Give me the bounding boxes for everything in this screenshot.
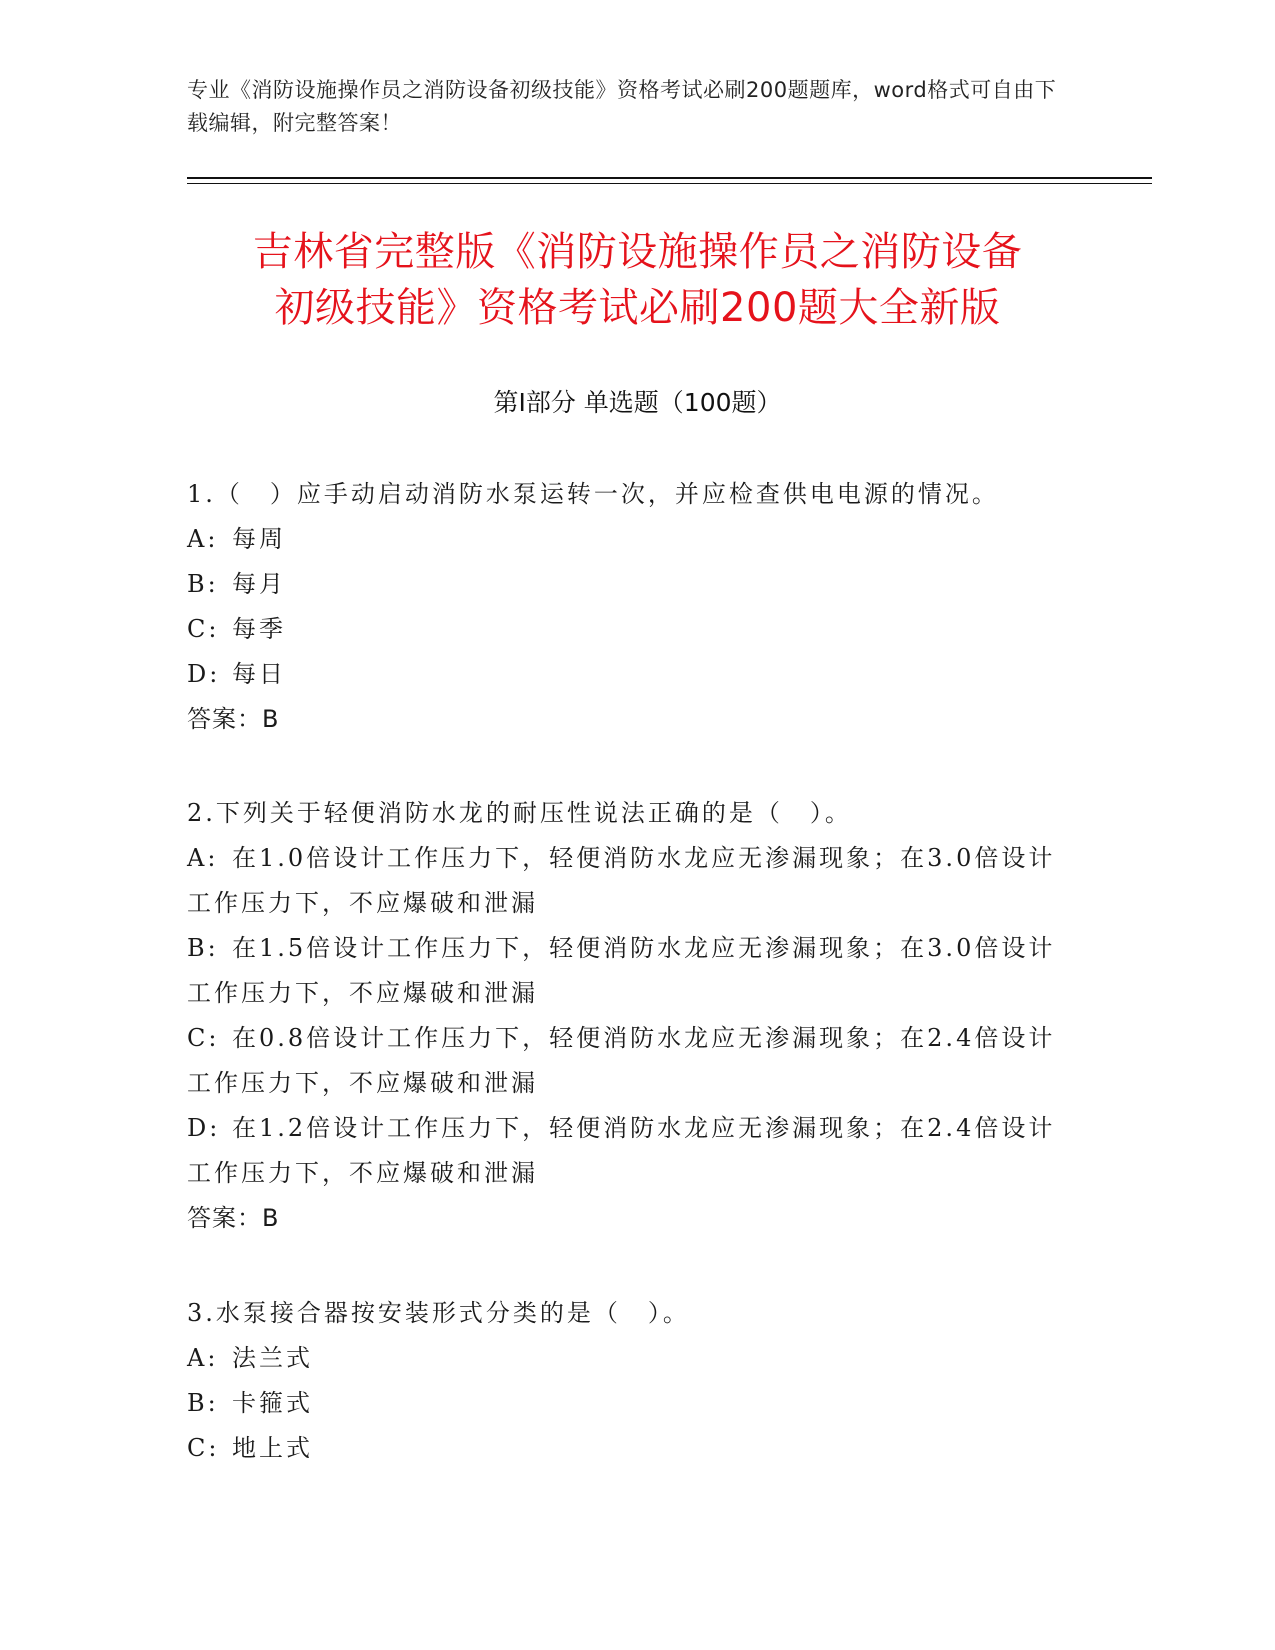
option-a [187, 836, 1067, 926]
option-d [187, 652, 1067, 697]
question-stem: 1.（ ）应手动启动消防水泵运转一次，并应检查供电电源的情况。 [187, 480, 999, 508]
option-c [187, 1426, 1067, 1471]
document-title-line-2: 初级技能》资格考试必刷200题大全新版 [274, 285, 1001, 331]
option-text: 在0.8倍设计工作压力下，轻便消防水龙应无渗漏现象；在2.4倍设计工作压力下，不应爆破和泄漏 [187, 1024, 1056, 1097]
option-d [187, 1106, 1067, 1196]
option-key: D: [187, 660, 221, 688]
option-key: B: [187, 570, 219, 598]
question-stem: 3.水泵接合器按安装形式分类的是（ ）。 [187, 1299, 690, 1327]
option-b [187, 1381, 1067, 1426]
document-title [150, 224, 1125, 336]
option-c [187, 607, 1067, 652]
option-a [187, 1336, 1067, 1381]
option-key: C: [187, 1024, 220, 1052]
option-key: C: [187, 1434, 220, 1462]
option-b [187, 926, 1067, 1016]
option-a [187, 517, 1067, 562]
option-text: 每月 [232, 570, 286, 598]
option-text: 卡箍式 [232, 1389, 313, 1417]
option-b [187, 562, 1067, 607]
option-text: 在1.5倍设计工作压力下，轻便消防水龙应无渗漏现象；在3.0倍设计工作压力下，不应爆破和泄漏 [187, 934, 1056, 1007]
option-key: A: [187, 525, 219, 553]
section-title: 第Ⅰ部分 单选题（100题） [493, 388, 782, 417]
option-text: 每周 [232, 525, 286, 553]
option-text: 地上式 [232, 1434, 313, 1462]
option-c [187, 1016, 1067, 1106]
header-note: 专业《消防设施操作员之消防设备初级技能》资格考试必刷200题题库，word格式可自由下载编辑，附完整答案！ [187, 78, 1057, 135]
header-divider-thin [187, 183, 1152, 184]
option-text: 在1.2倍设计工作压力下，轻便消防水龙应无渗漏现象；在2.4倍设计工作压力下，不应爆破和泄漏 [187, 1114, 1056, 1187]
question-2 [187, 791, 1067, 1241]
option-key: A: [187, 844, 219, 872]
question-1 [187, 472, 1067, 742]
option-text: 每日 [232, 660, 286, 688]
option-key: A: [187, 1344, 219, 1372]
option-key: B: [187, 934, 219, 962]
option-text: 每季 [232, 615, 286, 643]
option-text: 在1.0倍设计工作压力下，轻便消防水龙应无渗漏现象；在3.0倍设计工作压力下，不应爆破和泄漏 [187, 844, 1056, 917]
option-text: 法兰式 [232, 1344, 313, 1372]
answer-line: 答案：B [187, 705, 280, 733]
option-key: D: [187, 1114, 221, 1142]
option-key: B: [187, 1389, 219, 1417]
question-3 [187, 1291, 1067, 1471]
answer-line: 答案：B [187, 1204, 280, 1232]
header-divider-thick [187, 177, 1152, 179]
document-title-line-1: 吉林省完整版《消防设施操作员之消防设备 [252, 229, 1023, 275]
option-key: C: [187, 615, 220, 643]
question-stem: 2.下列关于轻便消防水龙的耐压性说法正确的是（ ）。 [187, 799, 852, 827]
